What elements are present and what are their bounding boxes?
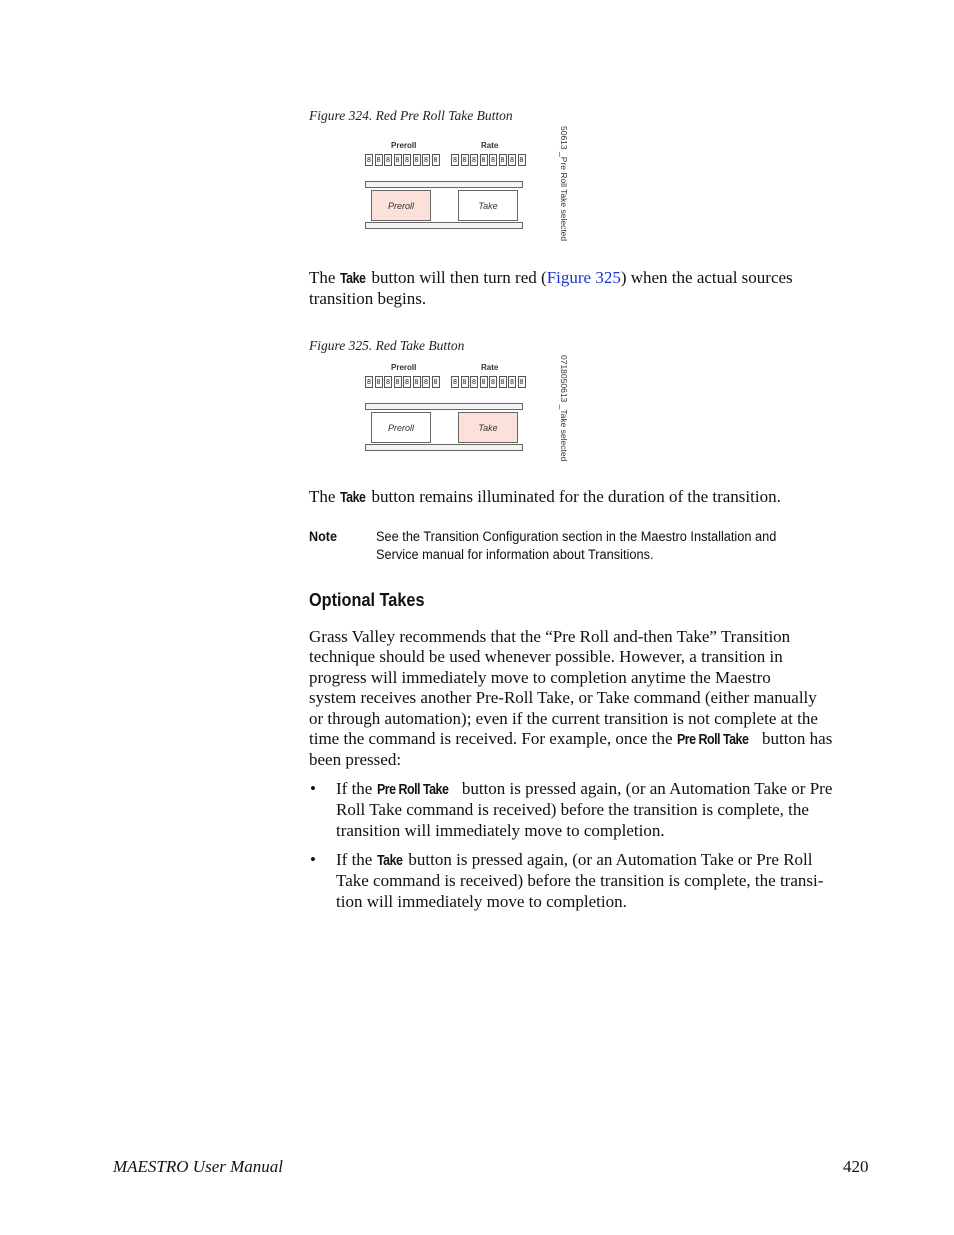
text: progress will immediately move to completion anytime the Maestro bbox=[309, 667, 771, 687]
text: transition will immediately move to completion. bbox=[336, 820, 665, 840]
timecode-digit: 8 bbox=[519, 378, 524, 386]
take-button[interactable]: Take bbox=[458, 190, 518, 221]
timecode-digit: 8 bbox=[471, 156, 477, 164]
timecode-digit: 8 bbox=[395, 156, 400, 164]
timecode-digit: 8 bbox=[376, 378, 381, 386]
take-term: Take bbox=[339, 490, 366, 506]
text: Roll Take command is received) before the transition is complete, the bbox=[336, 800, 809, 820]
timecode-digit: 8 bbox=[490, 378, 496, 386]
text: or through automation); even if the current transition is not complete at the bbox=[309, 708, 818, 728]
preroll-label: Preroll bbox=[391, 363, 417, 372]
bullet-item bbox=[336, 850, 881, 912]
rate-timecode bbox=[451, 376, 526, 388]
timecode-digit: 8 bbox=[423, 156, 429, 164]
timecode-digit: 8 bbox=[519, 156, 524, 164]
timecode-digit: 8 bbox=[452, 378, 458, 386]
timecode-digit: 8 bbox=[385, 156, 391, 164]
bullet-symbol: • bbox=[310, 850, 316, 869]
note-text bbox=[376, 528, 862, 564]
preroll-button[interactable]: Preroll bbox=[371, 412, 431, 443]
text: button will then turn red ( bbox=[367, 268, 547, 287]
text: The bbox=[309, 268, 340, 287]
rate-label: Rate bbox=[481, 141, 499, 150]
text: The bbox=[309, 487, 340, 506]
timecode-digit: 8 bbox=[509, 156, 515, 164]
pre-roll-take-term: Pre Roll Take bbox=[676, 732, 749, 749]
figure-325-side-label: 0718050613 _Take selected bbox=[559, 355, 569, 462]
timecode-digit: 8 bbox=[481, 378, 486, 386]
page-number: 420 bbox=[843, 1157, 869, 1176]
text: button remains illuminated for the duration of the transition. bbox=[367, 487, 781, 506]
text: ) when the actual sources bbox=[620, 268, 793, 287]
timecode-digit: 8 bbox=[471, 378, 477, 386]
text: time the command is received. For example, once the bbox=[309, 729, 677, 749]
text: Grass Valley recommends that the “Pre Roll and-then Take” Transition bbox=[309, 627, 791, 646]
timecode-digit: 8 bbox=[433, 156, 438, 164]
section-heading: Optional Takes bbox=[309, 589, 425, 610]
timecode-digit: 8 bbox=[366, 378, 372, 386]
timecode-digit: 8 bbox=[423, 378, 429, 386]
timecode-digit: 8 bbox=[404, 378, 410, 386]
divider-bar bbox=[365, 403, 523, 410]
timecode-digit: 8 bbox=[433, 378, 438, 386]
text: If the bbox=[336, 779, 377, 798]
preroll-button[interactable]: Preroll bbox=[371, 190, 431, 221]
timecode-digit: 8 bbox=[452, 156, 458, 164]
divider-bar bbox=[365, 222, 523, 229]
figure-325-panel bbox=[363, 362, 523, 472]
preroll-timecode bbox=[365, 376, 440, 388]
pre-roll-take-term: Pre Roll Take bbox=[376, 782, 448, 798]
timecode-digit: 8 bbox=[395, 378, 400, 386]
preroll-label: Preroll bbox=[391, 141, 417, 150]
figure-325-link[interactable]: Figure 325 bbox=[546, 268, 621, 287]
timecode-digit: 8 bbox=[481, 156, 486, 164]
text: transition begins. bbox=[309, 289, 427, 309]
text: If the bbox=[336, 850, 377, 869]
bullet-symbol: • bbox=[310, 779, 316, 798]
timecode-digit: 8 bbox=[462, 378, 467, 386]
text: been pressed: bbox=[309, 750, 402, 770]
text: button is pressed again, (or an Automation Take or Pre bbox=[457, 779, 833, 798]
timecode-digit: 8 bbox=[414, 156, 419, 164]
figure-324-caption: Figure 324. Red Pre Roll Take Button bbox=[309, 108, 513, 123]
text: button has bbox=[757, 729, 833, 749]
divider-bar bbox=[365, 444, 523, 451]
text: system receives another Pre-Roll Take, or Take command (either manually bbox=[309, 688, 817, 708]
take-button[interactable]: Take bbox=[458, 412, 518, 443]
timecode-digit: 8 bbox=[414, 378, 419, 386]
timecode-digit: 8 bbox=[500, 156, 505, 164]
timecode-digit: 8 bbox=[462, 156, 467, 164]
preroll-timecode bbox=[365, 154, 440, 166]
take-term: Take bbox=[339, 271, 366, 287]
figure-324-side-label: 50613 _Pre Roll Take selected bbox=[559, 126, 569, 242]
text: Take command is received) before the transition is complete, the transi- bbox=[336, 871, 824, 891]
rate-label: Rate bbox=[481, 363, 499, 372]
divider-bar bbox=[365, 181, 523, 188]
text: button is pressed again, (or an Automation Take or Pre Roll bbox=[404, 850, 813, 869]
rate-timecode bbox=[451, 154, 526, 166]
text: technique should be used whenever possible. However, a transition in bbox=[309, 647, 783, 667]
figure-324-panel bbox=[363, 140, 523, 250]
text: See the Transition Configuration section in the Maestro Installation and bbox=[376, 529, 777, 545]
timecode-digit: 8 bbox=[366, 156, 372, 164]
section-paragraph bbox=[309, 627, 879, 771]
figure-325-caption: Figure 325. Red Take Button bbox=[309, 338, 465, 353]
text: Service manual for information about Transitions. bbox=[376, 547, 654, 563]
timecode-digit: 8 bbox=[385, 378, 391, 386]
note-label: Note bbox=[309, 528, 338, 544]
paragraph-take-illuminated bbox=[309, 487, 869, 508]
take-term: Take bbox=[376, 853, 403, 869]
timecode-digit: 8 bbox=[500, 378, 505, 386]
timecode-digit: 8 bbox=[490, 156, 496, 164]
text: tion will immediately move to completion. bbox=[336, 891, 627, 911]
timecode-digit: 8 bbox=[509, 378, 515, 386]
paragraph-take-red bbox=[309, 268, 869, 310]
footer-title: MAESTRO User Manual bbox=[113, 1157, 283, 1176]
timecode-digit: 8 bbox=[376, 156, 381, 164]
timecode-digit: 8 bbox=[404, 156, 410, 164]
bullet-item bbox=[336, 779, 881, 841]
